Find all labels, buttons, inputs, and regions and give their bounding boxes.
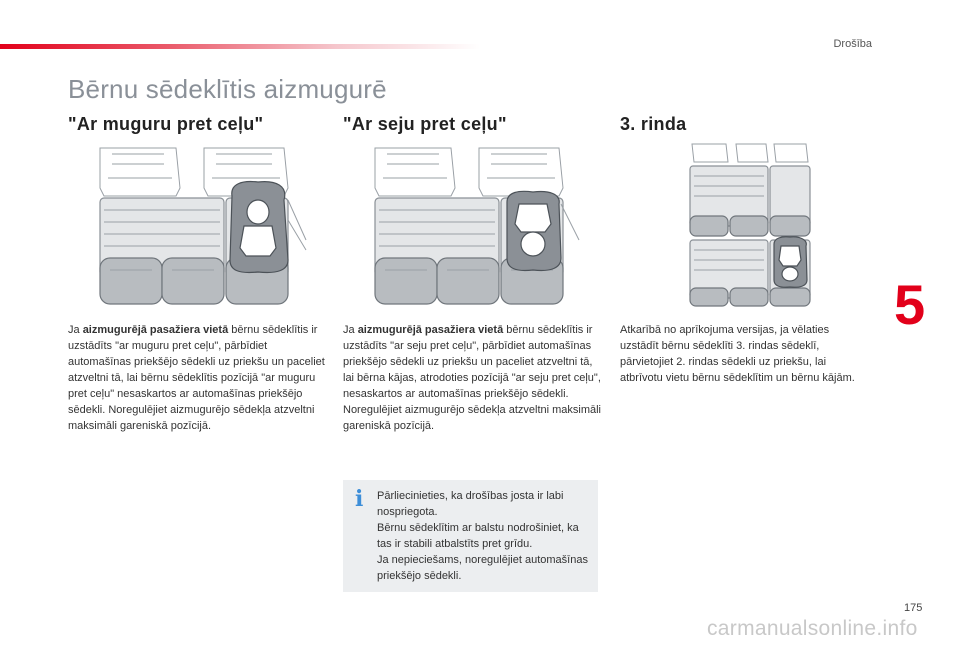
page-title: Bērnu sēdeklītis aizmugurē: [68, 74, 387, 104]
page-number: 175: [904, 602, 923, 614]
info-line-2: Bērnu sēdeklītim ar balstu nodrošiniet, ka tas ir stabili atbalstīts pret grīdu.: [377, 522, 579, 550]
heading-rear-facing: "Ar muguru pret ceļu": [68, 114, 264, 134]
info-text: [377, 488, 591, 584]
para-rear-facing: [68, 322, 330, 434]
heading-forward-facing: "Ar seju pret ceļu": [343, 114, 507, 134]
info-line-1: Pārliecinieties, ka drošības josta ir labi nospriegota.: [377, 490, 564, 518]
chapter-number: 5: [894, 273, 926, 336]
third-row-seat-illustration: [686, 140, 816, 310]
info-line-3: Ja nepieciešams, noregulējiet automašīnas priekšējo sēdekli.: [377, 554, 588, 582]
para-forward-facing: [343, 322, 605, 434]
para-forward-facing-text-1: Ja: [343, 324, 358, 336]
watermark: carmanualsonline.info: [707, 617, 918, 640]
header-accent-bar: [0, 44, 480, 49]
section-title: Drošība: [833, 38, 872, 50]
para-forward-facing-bold: aizmugurējā pasažiera vietā: [357, 324, 504, 336]
info-box: [343, 480, 598, 592]
forward-facing-seat-illustration: [367, 140, 587, 310]
para-rear-facing-bold: aizmugurējā pasažiera vietā: [82, 324, 229, 336]
para-rear-facing-text-2: bērnu sēdeklītis ir uzstādīts "ar muguru pret ceļu", pārbīdiet automašīnas priekšējo sēdekli uz priekšu un paceliet atzveltni tā, lai bērnu sēdeklītis pozīcijā "ar muguru pret ceļu" nesaskartos ar automašīnas priekšējo sēdekli. Noregulējiet aizmugurējo sēdekļa atzveltni maksimāli gareniskā pozīcijā.: [68, 324, 325, 432]
heading-third-row: 3. rinda: [620, 114, 687, 134]
info-icon: i: [355, 486, 364, 512]
para-forward-facing-text-2: bērnu sēdeklītis ir uzstādīts "ar seju pret ceļu", pārbīdiet automašīnas priekšējo sēdekli uz priekšu un paceliet atzveltni tā, lai bērna kājas, atrodoties pozīcijā "ar seju pret ceļu", nesaskartos ar automašīnas priekšējo sēdekli. Noregulējiet aizmugurējo sēdekļa atzveltni maksimāli gareniskā pozīcijā.: [343, 324, 602, 432]
rear-facing-seat-illustration: [92, 140, 312, 310]
para-third-row: Atkarībā no aprīkojuma versijas, ja vēlaties uzstādīt bērnu sēdeklīti 3. rindas sēdeklī, pārvietojiet 2. rindas sēdekli uz priekšu, lai atbrīvotu vietu bērnu sēdeklītim un bērnu kājām.: [620, 324, 855, 384]
para-rear-facing-text-1: Ja: [68, 324, 83, 336]
